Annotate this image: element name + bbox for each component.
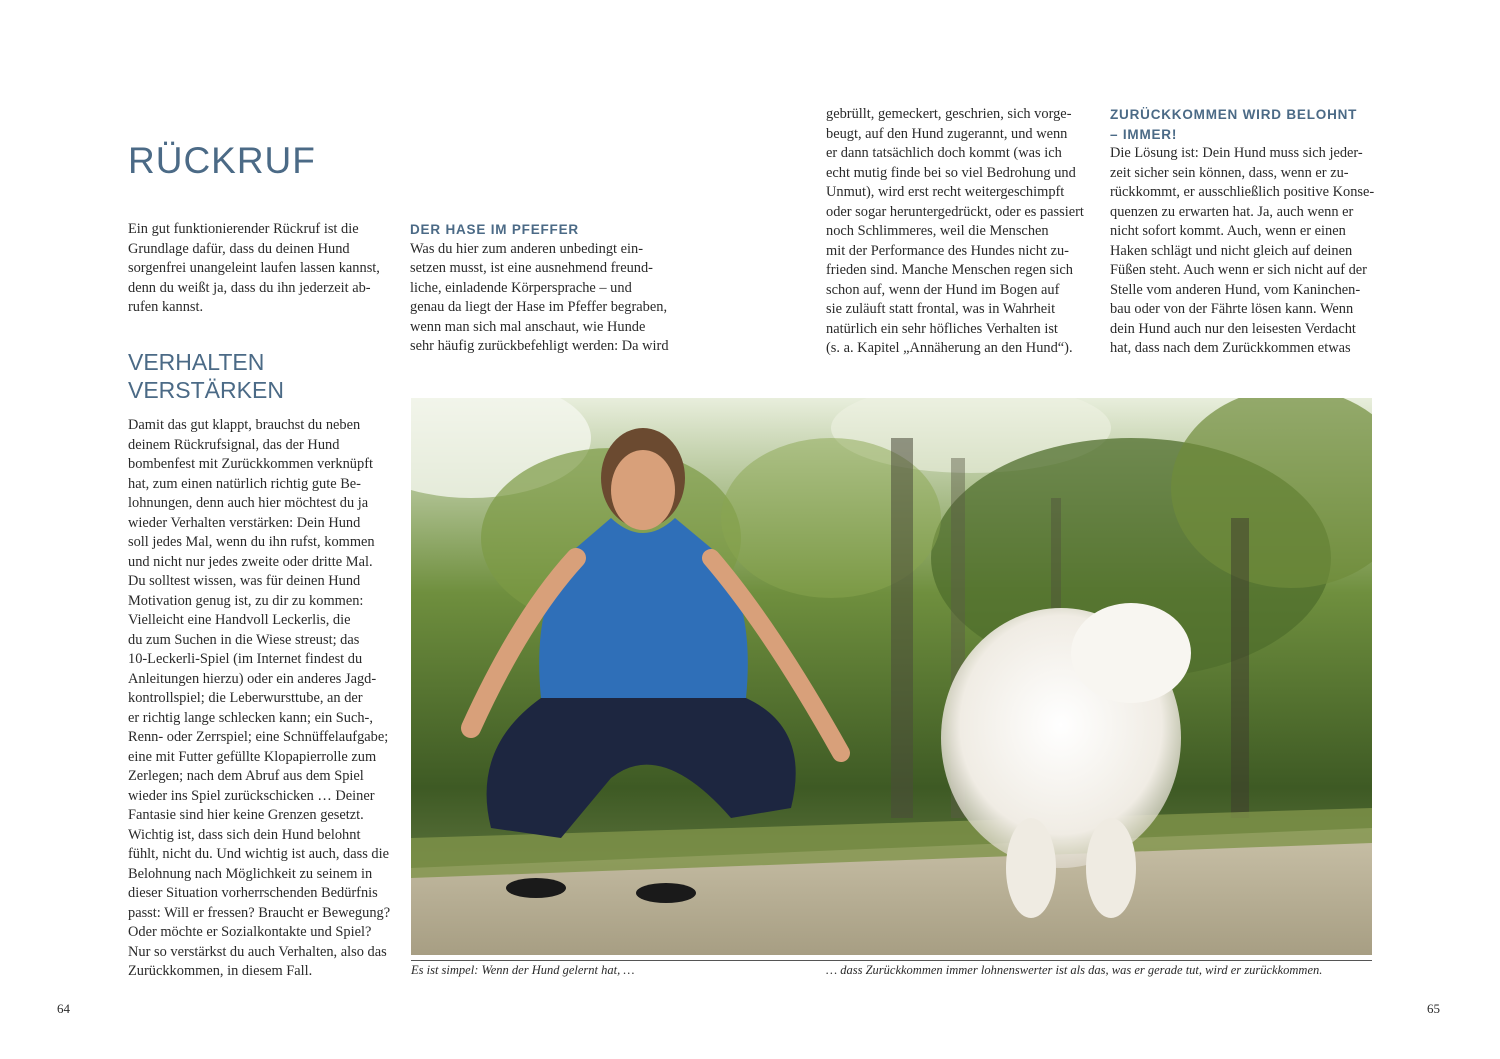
text-line: Oder möchte er Sozialkontakte und Spiel? (128, 924, 372, 940)
text-line: Ein gut funktionierender Rückruf ist die (128, 221, 359, 237)
text-line: (s. a. Kapitel „Annäherung an den Hund“). (826, 340, 1073, 356)
text-line: Damit das gut klappt, brauchst du neben (128, 417, 361, 433)
text-line: dein Hund auch nur den leisesten Verdacht (1110, 320, 1356, 337)
section-verhalten-body (128, 416, 390, 982)
text-line: Fantasie sind hier keine Grenzen gesetzt. (128, 807, 364, 823)
text-line: wieder Verhalten verstärken: Dein Hund (128, 514, 361, 531)
caption-right: … dass Zurückkommen immer lohnenswerter ist als das, was er gerade tut, wird er zurückkommen. (826, 963, 1323, 977)
text-line: schon auf, wenn der Hund im Bogen auf (826, 281, 1060, 298)
column-continuation (826, 105, 1084, 359)
text-line: Zurückkommen, in diesem Fall. (128, 963, 313, 979)
text-line: dieser Situation vorherrschenden Bedürfnis (128, 885, 378, 901)
text-line: Haken schlägt und nicht gleich auf deinen (1110, 242, 1353, 259)
text-line: hat, zum einen natürlich richtig gute Be- (128, 475, 361, 492)
text-line: bau oder von der Fährte lösen kann. Wenn (1110, 301, 1354, 317)
text-line: sie zuläuft statt frontal, was in Wahrheit (826, 301, 1056, 317)
text-line: Du solltest wissen, was für deinen Hund (128, 573, 361, 589)
text-line: Anleitungen hierzu) oder ein anderes Jagd- (128, 670, 377, 687)
text-line: deinem Rückrufsignal, das der Hund (128, 436, 340, 453)
text-line: und nicht nur jedes zweite oder dritte Mal. (128, 553, 373, 570)
text-line: gebrüllt, gemeckert, geschrien, sich vorge- (826, 106, 1072, 122)
text-line: 10-Leckerli-Spiel (im Internet findest du (128, 651, 363, 667)
text-line: wieder ins Spiel zurückschicken … Deiner (128, 787, 375, 804)
text-line: Zerlegen; nach dem Abruf aus dem Spiel (128, 768, 364, 784)
text-line: Vielleicht eine Handvoll Leckerlis, die (128, 612, 351, 628)
page-number-right: 65 (1427, 1001, 1440, 1016)
text-line: oder sogar heruntergedrückt, oder es passiert (826, 203, 1084, 220)
text-line: rufen kannst. (128, 299, 204, 315)
text-line: Die Lösung ist: Dein Hund muss sich jeder- (1110, 145, 1363, 161)
text-line: fühlt, nicht du. Und wichtig ist auch, dass die (128, 846, 389, 862)
section-heading-verhalten: VERHALTEN VERSTÄRKEN (128, 349, 284, 403)
text-line: Belohnung nach Möglichkeit zu seinem in (128, 865, 373, 882)
text-line: zeit sicher sein können, dass, wenn er zu- (1110, 164, 1349, 181)
caption-rule (411, 960, 1372, 961)
text-line: Was du hier zum anderen unbedingt ein- (410, 240, 644, 257)
photo-woman-calling-dog (411, 398, 1372, 955)
section-hase-im-pfeffer (410, 220, 669, 357)
text-line: denn du weißt ja, dass du ihn jederzeit ab- (128, 279, 371, 296)
text-line: rückkommt, er ausschließlich positive Konse- (1110, 184, 1375, 200)
text-line: hat, dass nach dem Zurückkommen etwas (1110, 340, 1351, 356)
text-line: Grundlage dafür, dass du deinen Hund (128, 240, 350, 257)
text-line: wenn man sich mal anschaut, wie Hunde (410, 318, 646, 335)
text-line: liche, einladende Körpersprache – und (410, 279, 632, 296)
caption-left: Es ist simpel: Wenn der Hund gelernt hat, … (411, 963, 635, 977)
text-line: passt: Will er fressen? Braucht er Bewegung? (128, 904, 391, 921)
text-line: noch Schlimmeres, weil die Menschen (826, 223, 1049, 239)
text-line: Füßen steht. Auch wenn er sich nicht auf der (1110, 262, 1367, 278)
text-line: lohnungen, denn auch hier möchtest du ja (128, 495, 369, 511)
text-line: genau da liegt der Hase im Pfeffer begraben, (410, 299, 668, 315)
text-line: er dann tatsächlich doch kommt (was ich (826, 145, 1062, 161)
section-zurueckkommen (1110, 105, 1374, 359)
section-heading-zurueckkommen: ZURÜCKKOMMEN WIRD BELOHNT (1110, 107, 1358, 122)
text-line: Nur so verstärkst du auch Verhalten, also das (128, 943, 387, 960)
text-line: natürlich ein sehr höfliches Verhalten ist (826, 320, 1058, 337)
text-line: quenzen zu erwarten hat. Ja, auch wenn er (1110, 203, 1354, 220)
page-number-left: 64 (57, 1001, 70, 1016)
text-line: sehr häufig zurückbefehligt werden: Da wird (410, 338, 669, 354)
text-line: mit der Performance des Hundes nicht zu- (826, 242, 1069, 259)
text-line: sorgenfrei unangeleint laufen lassen kannst, (128, 260, 380, 276)
text-line: Renn- oder Zerrspiel; eine Schnüffelaufgabe; (128, 729, 389, 745)
text-line: beugt, auf den Hund zugerannt, und wenn (826, 125, 1068, 142)
text-line: soll jedes Mal, wenn du ihn rufst, kommen (128, 534, 375, 550)
text-line: du zum Suchen in die Wiese streust; das (128, 631, 360, 648)
text-line: Motivation genug ist, zu dir zu kommen: (128, 592, 364, 609)
text-line: setzen musst, ist eine ausnehmend freund- (410, 260, 653, 276)
text-line: kontrollspiel; die Leberwursttube, an der (128, 690, 363, 706)
text-line: eine mit Futter gefüllte Klopapierrolle zum (128, 748, 377, 765)
text-line: echt mutig finde bei so viel Bedrohung und (826, 164, 1076, 181)
intro-paragraph (128, 220, 380, 318)
text-line: er richtig lange schlecken kann; ein Such-, (128, 709, 373, 726)
text-line: bombenfest mit Zurückkommen verknüpft (128, 456, 373, 472)
text-line: frieden sind. Manche Menschen regen sich (826, 262, 1073, 278)
text-line: nicht sofort kommt. Auch, wenn er einen (1110, 223, 1346, 239)
page-title: RÜCKRUF (128, 140, 316, 181)
text-line: Wichtig ist, dass sich dein Hund belohnt (128, 826, 361, 843)
text-line: Unmut), wird erst recht weitergeschimpft (826, 184, 1065, 200)
section-heading-zurueckkommen-line2: – IMMER! (1110, 126, 1178, 142)
section-heading-hase: DER HASE IM PFEFFER (410, 222, 579, 237)
text-line: Stelle vom anderen Hund, vom Kaninchen- (1110, 281, 1361, 298)
